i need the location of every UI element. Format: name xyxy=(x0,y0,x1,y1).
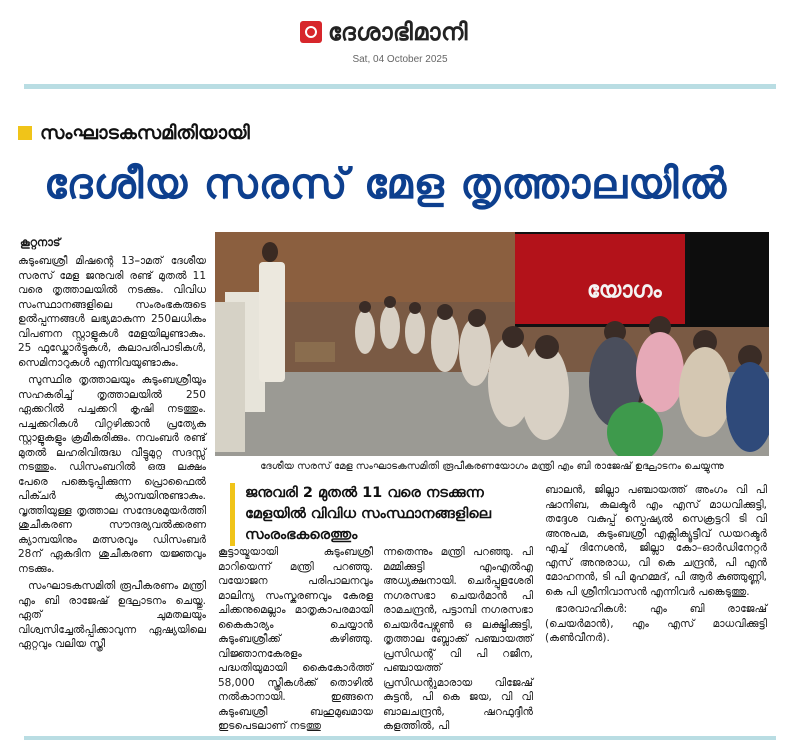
banner-text: യോഗം xyxy=(587,278,662,303)
logo-text: ദേശാഭിമാനി xyxy=(328,18,468,46)
event-photo xyxy=(215,232,769,456)
dateline: കൂറ്റനാട് xyxy=(20,236,61,249)
kicker-square-icon xyxy=(18,126,32,140)
paragraph: കൂട്ടായ്മയായി കുടുംബശ്രീ മാറിയെന്ന് മന്ത്രി പറഞ്ഞു. വയോജന പരിപാലനവും മാലിന്യ സംസ്കരണവും കേരള ചിക്കനുമെല്ലാം മാതൃകാപരമായി കൈകാര്യം ചെയ്യാൻ കുടുംബശ്രീക്ക് കഴിഞ്ഞു. വിജ്ഞാനകേരളം പദ്ധതിയുമായി കൈകോർത്ത് 58,000 സ്ത്രീകൾക്ക് തൊഴിൽ നൽകാനായി. ഇങ്ങനെ കുടുംബശ്രീ ബഹുമുഖമായ ഇടപെടലാണ് നടത്തു xyxy=(218,546,373,732)
photo-caption: ദേശീയ സരസ് മേള സംഘാടകസമിതി രൂപീകരണയോഗം മന്ത്രി എം ബി രാജേഷ് ഉദ്ഘാടനം ചെയ്യുന്നു xyxy=(260,461,724,472)
paragraph: ഭാരവാഹികൾ: എം ബി രാജേഷ് (ചെയർമാൻ), എം എസ് മാധവിക്കുട്ടി (കൺവീനർ). xyxy=(545,603,767,644)
column-3 xyxy=(383,545,533,737)
paragraph: കുടുംബശ്രീ മിഷന്റെ 13–ാമത് ദേശീയ സരസ് മേള ജനുവരി രണ്ട് മുതൽ 11 വരെ തൃത്താലയിൽ നടക്കും. വിവിധ സംസ്ഥാനങ്ങളിലെ സംരംഭകരുടെ ഉൽപ്പന്നങ്ങൾ ലഭ്യമാകുന്ന 250ലധികം വിപണന സ്റ്റാളുകൾ മേളയിലുണ്ടാകും. 25 ഫുഡ്കോർട്ടുകൾ, കലാപരിപാടികൾ, സെമിനാറുകൾ എന്നിവയുണ്ടാകും. xyxy=(18,255,206,369)
paragraph: സുസ്ഥിര തൃത്താലയും കുടുംബശ്രീയും സഹകരിച്ച് തൃത്താലയിൽ 250 ഏക്കറിൽ പച്ചക്കറി കൃഷി നടത്തും. പച്ചക്കറികൾ വിറ്റഴിക്കാൻ പ്രത്യേക സ്റ്റാളുകളും ക്രമീകരിക്കും. നവംബർ രണ്ട് മുതൽ ലഹരിവിരുദ്ധ വീട്ടുമുറ്റ സദസ്സ് നടത്തും. ഡിസംബറിൽ ഒരു ലക്ഷം പേരെ പങ്കെടുപ്പിക്കുന്ന പ്രൊഫൈൽ പിക്ചർ ക്യാമ്പയിനുണ്ടാകും. വൃത്തിയുള്ള തൃത്താല സന്ദേശമുയർത്തി ശുചീകരണ സൗന്ദര്യവൽക്കരണ ക്യാമ്പയിനും മത്സരവും ഡിസംബർ 28ന് ഏകദിന ശുചീകരണ യജ്ഞവും നടക്കും. xyxy=(18,374,206,575)
paragraph: ബാലൻ, ജില്ലാ പഞ്ചായത്ത് അംഗം വി പി ഷാനിബ, കലക്ടർ എം എസ് മാധവിക്കുട്ടി, തദ്ദേശ വകുപ്പ് സ്പെഷ്യൽ സെക്രട്ടറി ടി വി അനുപമ, കുടുംബശ്രീ എക്സിക്യൂട്ടീവ് ഡയറക്ടർ എച്ച് ദിനേശൻ, ജില്ലാ കോ–ഓർഡിനേറ്റർ എസ് അനുരാധ, വി കെ ചന്ദ്രൻ, പി എൻ മോഹനൻ, ടി പി മുഹമ്മദ്, പി ആർ കുഞ്ഞുണ്ണി, കെ പി ശ്രീനിവാസൻ എന്നിവർ പങ്കെടുത്തു. xyxy=(545,484,767,598)
event-photo-illustration xyxy=(215,232,769,456)
logo-mark-icon xyxy=(300,21,322,43)
publication-date: Sat, 04 October 2025 xyxy=(352,54,448,65)
kicker xyxy=(18,122,250,144)
headline: ദേശീയ സരസ് മേള തൃത്താലയിൽ xyxy=(44,159,728,208)
paragraph: സംഘാടകസമിതി രൂപീകരണം മന്ത്രി എം ബി രാജേഷ് ഉദ്ഘാടനം ചെയ്തു. ഏത് ചുമതലയും വിശ്വസിച്ചേൽപ്പിക്കാവുന്ന ഏഷ്യയിലെ ഏറ്റവും വലിയ സ്ത്രീ xyxy=(18,580,206,650)
masthead xyxy=(0,0,800,72)
logo[interactable] xyxy=(300,18,468,46)
column-1 xyxy=(18,254,206,655)
pull-quote: ജനുവരി 2 മുതൽ 11 വരെ നടക്കുന്ന മേളയിൽ വിവിധ സംസ്ഥാനങ്ങളിലെ സംരംഭകരെത്തും xyxy=(230,483,545,546)
column-4 xyxy=(545,483,767,649)
column-2 xyxy=(218,545,373,737)
top-divider xyxy=(24,84,776,89)
kicker-text: സംഘാടകസമിതിയായി xyxy=(40,122,250,144)
paragraph: ന്നതെന്നും മന്ത്രി പറഞ്ഞു. പി മമ്മിക്കുട്ടി എംഎൽഎ അധ്യക്ഷനായി. ചെർപ്പുളശേരി നഗരസഭാ ചെയർമാൻ പി രാമചന്ദ്രൻ, പട്ടാമ്പി നഗരസഭാ ചെയർപേഴ്സൺ ഒ ലക്ഷ്മിക്കുട്ടി, തൃത്താല ബ്ലോക്ക് പഞ്ചായത്ത് പ്രസിഡന്റ് വി പി റജീന, പഞ്ചായത്ത് പ്രസിഡന്റുമാരായ വിജേഷ് കുട്ടൻ, പി കെ ജയ, വി വി ബാലചന്ദ്രൻ, ഷറഫുദ്ദീൻ കളത്തിൽ, പി xyxy=(383,546,533,732)
bottom-divider xyxy=(24,736,776,740)
